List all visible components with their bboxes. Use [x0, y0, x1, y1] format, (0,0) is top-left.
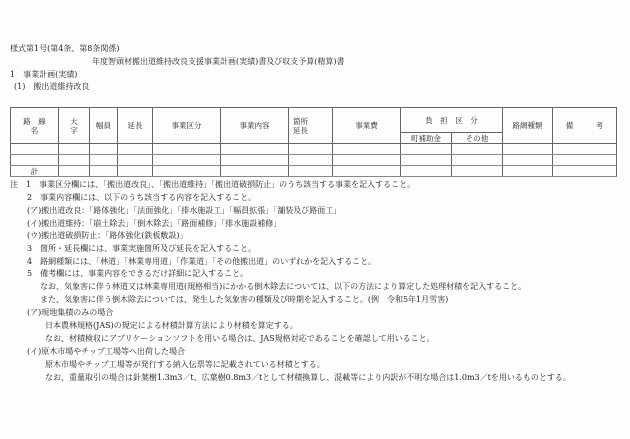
- cell[interactable]: [452, 166, 503, 177]
- cell[interactable]: [118, 166, 153, 177]
- cell[interactable]: [59, 166, 90, 177]
- cell[interactable]: [118, 155, 153, 166]
- header-category: 事業区分: [153, 108, 221, 144]
- cell[interactable]: [90, 144, 118, 155]
- cell[interactable]: [333, 155, 401, 166]
- header-aza: 大 字: [59, 108, 90, 144]
- cell[interactable]: [153, 155, 221, 166]
- cell[interactable]: [553, 155, 617, 166]
- note-5e: なお、材積検収にアプリケーションソフトを用いる場合は、JAS規格対応であることを確認して用いること。: [45, 334, 435, 343]
- cell[interactable]: [221, 155, 289, 166]
- note-5: 5 備考欄には、事業内容をできるだけ詳細に記入すること。: [27, 269, 249, 278]
- header-remarks: 備 考: [553, 108, 617, 144]
- note-5c: (ア)現地集積のみの場合: [27, 308, 114, 317]
- header-cost: 事業費: [333, 108, 401, 144]
- cell[interactable]: [401, 155, 452, 166]
- cell[interactable]: [553, 166, 617, 177]
- total-label: 計: [11, 166, 59, 177]
- header-width: 幅員: [90, 108, 118, 144]
- note-2: 2 事業内容欄には、以下のうち該当する内容を記入すること。: [27, 193, 257, 202]
- cell[interactable]: [59, 144, 90, 155]
- table-row: [11, 155, 617, 166]
- header-town-subsidy: 町補助金: [401, 133, 452, 144]
- cell[interactable]: [401, 166, 452, 177]
- note-5b: また、気象害に伴う倒木除去については、発生した気象害の種類及び時期を記入すること。(例 令和5年1月雪害): [40, 295, 449, 304]
- cell[interactable]: [59, 155, 90, 166]
- cell[interactable]: [153, 166, 221, 177]
- cell[interactable]: [333, 166, 401, 177]
- cell[interactable]: [452, 144, 503, 155]
- note-3: 3 箇所・延長欄には、事業実施箇所及び延長を記入すること。: [27, 244, 257, 253]
- note-5d: 日本農林規格(JAS)の規定による材積計算方法により材積を算定する。: [45, 321, 298, 330]
- total-row: [11, 166, 617, 177]
- cell[interactable]: [289, 166, 333, 177]
- table-row: [11, 144, 617, 155]
- header-content: 事業内容: [221, 108, 289, 144]
- header-road-type: 路網種類: [503, 108, 553, 144]
- cell[interactable]: [289, 144, 333, 155]
- header-location: 箇所 延長: [289, 108, 333, 144]
- header-burden: 負 担 区 分: [401, 108, 503, 133]
- note-5f: (イ)原木市場やチップ工場等へ出荷した場合: [27, 347, 186, 356]
- project-plan-table: [10, 107, 617, 177]
- cell[interactable]: [11, 155, 59, 166]
- note-2b: (イ)搬出道維持：「崩土除去」「倒木除去」「路面補修」「排水施設補修」: [27, 219, 282, 228]
- note-5g: 原木市場やチップ工場等が発行する納入伝票等に記載されている材積とする。: [45, 360, 325, 369]
- cell[interactable]: [333, 144, 401, 155]
- cell[interactable]: [221, 144, 289, 155]
- cell[interactable]: [553, 144, 617, 155]
- header-length: 延長: [118, 108, 153, 144]
- cell[interactable]: [90, 166, 118, 177]
- subsection-heading: (1) 搬出道維持改良: [14, 82, 90, 91]
- cell[interactable]: [153, 144, 221, 155]
- note-5a: なお、気象害に伴う林道又は林業専用道(規格相当)にかかる倒木除去については、以下の方法により算定した処理材積を記入すること。: [40, 282, 527, 291]
- cell[interactable]: [503, 166, 553, 177]
- cell[interactable]: [118, 144, 153, 155]
- note-2c: (ウ)搬出道破損防止：「路体強化(鉄板敷設)」: [27, 231, 188, 240]
- cell[interactable]: [452, 155, 503, 166]
- section-heading: 1 事業計画(実績): [10, 70, 78, 79]
- cell[interactable]: [90, 155, 118, 166]
- cell[interactable]: [289, 155, 333, 166]
- document-title: 年度智頭材搬出道維持改良支援事業計画(実績)書及び収支予算(精算)書: [92, 57, 345, 66]
- cell[interactable]: [401, 144, 452, 155]
- cell[interactable]: [503, 155, 553, 166]
- form-label: 様式第1号(第4条、第8条関係): [10, 44, 120, 53]
- note-5h: なお、重量取引の場合は針葉樹1.3m3／t、広葉樹0.8m3／tとして材積換算し、混載等により内訳が不明な場合は1.0m3／tを用いるものとする。: [45, 373, 571, 382]
- note-1: 注 1 事業区分欄には、「搬出道改良」、「搬出道維持」「搬出道破損防止」のうち該当する事業を記入すること。: [10, 180, 416, 189]
- header-other: その他: [452, 133, 503, 144]
- header-route-name: 路 線 名: [11, 108, 59, 144]
- note-2a: (ア)搬出道改良：「路体強化」「法面強化」「排水施設工」「幅員拡張」「舗装及び路面工」: [27, 206, 342, 215]
- cell[interactable]: [11, 144, 59, 155]
- note-4: 4 路網種類には、「林道」「林業専用道」「作業道」「その他搬出道」のいずれかを記入すること。: [27, 257, 377, 266]
- cell[interactable]: [221, 166, 289, 177]
- cell[interactable]: [503, 144, 553, 155]
